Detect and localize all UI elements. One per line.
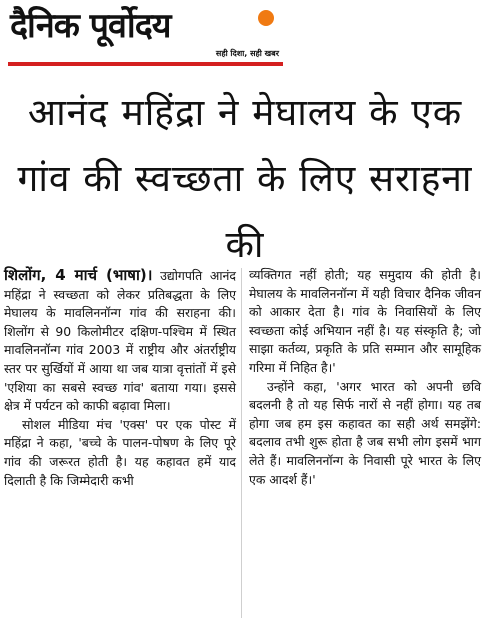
article-column-right (249, 266, 481, 489)
article-paragraph: सोशल मीडिया मंच 'एक्स' पर एक पोस्ट में महिंद्रा ने कहा, 'बच्चे के पालन-पोषण के लिए पूरे गांव की जरूरत होती है। यह कहावत हमें याद दिलाती है कि जिम्मेदारी कभी (4, 416, 236, 488)
masthead-rule (8, 62, 283, 66)
article-paragraph: उन्होंने कहा, 'अगर भारत को अपनी छवि बदलनी है तो यह सिर्फ नारों से नहीं होगा। यह तब होगा जब हम इस कहावत का सही अर्थ समझेंगे: बदलाव तभी शुरू होता है जब सभी लोग इसमें भाग लेते हैं। मावलिननॉन्ग के निवासी पूरे भारत के लिए एक आदर्श हैं।' (249, 378, 481, 487)
article-headline: आनंद महिंद्रा ने मेघालय के एक गांव की स्वच्छता के लिए सराहना की (17, 91, 473, 266)
masthead-sun-icon (258, 10, 274, 26)
column-divider (241, 268, 242, 618)
article-paragraph (4, 266, 236, 416)
article-column-left (4, 266, 236, 490)
article-paragraph: व्यक्तिगत नहीं होती; यह समुदाय की होती है। मेघालय के मावलिननॉन्ग में यही विचार दैनिक जीवन को आकार देता है। गांव के निवासियों के लिए स्वच्छता कोई अभियान नहीं है। यह संस्कृति है; जो साझा कर्तव्य, प्रकृति के प्रति सम्मान और सामूहिक गरिमा में निहित है।' (249, 267, 481, 375)
article-dateline: शिलोंग, 4 मार्च (भाषा)। (4, 266, 153, 284)
masthead-name: दैनिक पूर्वोदय (10, 6, 171, 46)
masthead-tagline: सही दिशा, सही खबर (215, 49, 279, 58)
article-paragraph-text: उद्योगपति आनंद महिंद्रा ने स्वच्छता को लेकर प्रतिबद्धता के लिए मेघालय के मावलिननॉन्ग गांव की सराहना की। शिलोंग से 90 किलोमीटर दक्षिण-पश्चिम में स्थित मावलिननॉन्ग गांव 2003 में राष्ट्रीय और अंतर्राष्ट्रीय स्तर पर सुर्खियों में आया था जब यात्रा वृत्तांतों में इसे 'एशिया का सबसे स्वच्छ गांव' बताया गया। इससे क्षेत्र में पर्यटन को काफी बढ़ावा मिला। (4, 268, 236, 414)
masthead (8, 4, 283, 74)
